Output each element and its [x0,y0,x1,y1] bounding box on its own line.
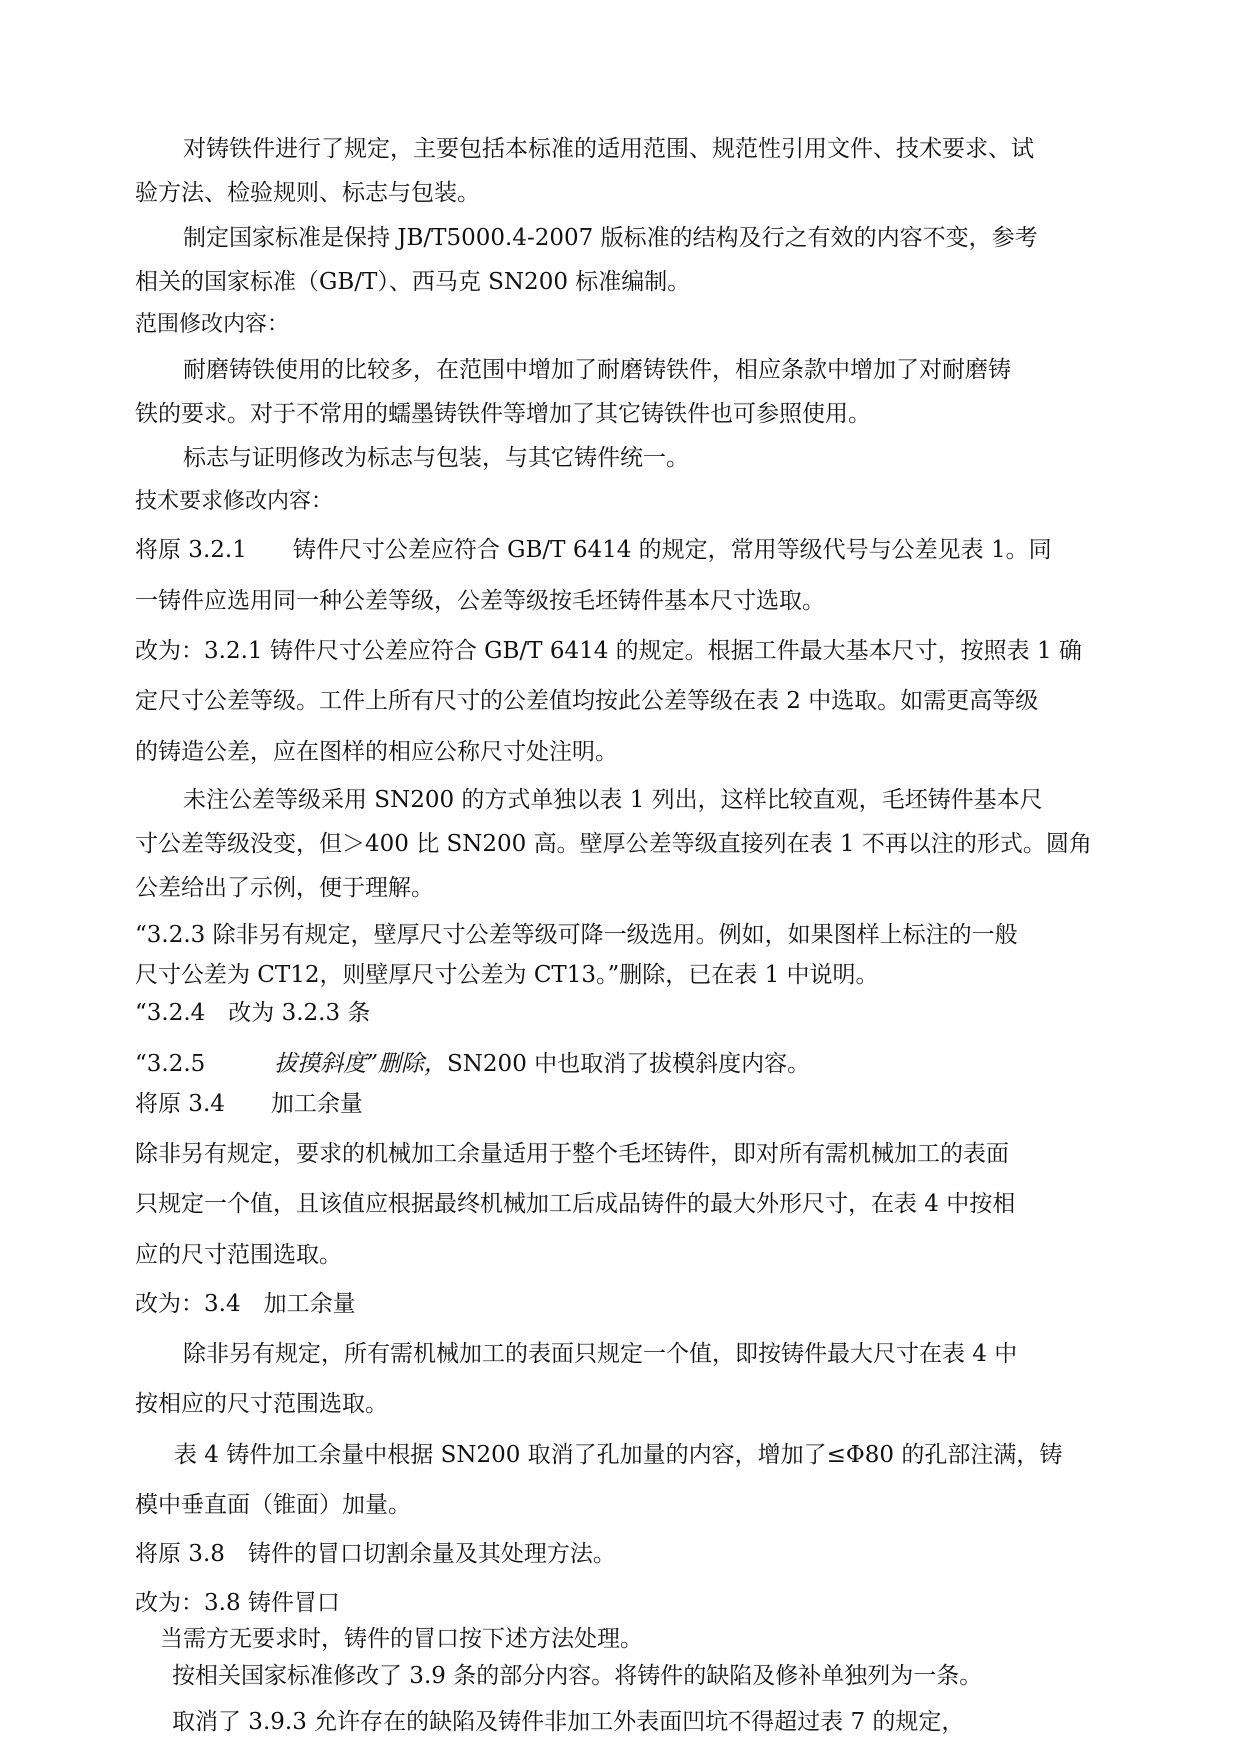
paragraph-intro-line-1: 对铸铁件进行了规定，主要包括本标准的适用范围、规范性引用文件、技术要求、试 [183,136,1034,162]
heading-technical-changes: 技术要求修改内容： [135,489,334,514]
paragraph-scope-line-2: 铁的要求。对于不常用的蠕墨铸铁件等增加了其它铸铁件也可参照使用。 [135,401,871,427]
paragraph-original-34-title: 将原 3.4 加工余量 [135,1091,363,1117]
paragraph-original-34-line-3: 应的尺寸范围选取。 [135,1242,342,1268]
paragraph-325-suffix: SN200 中也取消了拔模斜度内容。 [447,1051,811,1077]
paragraph-325 [135,1049,810,1079]
paragraph-393-removal: 取消了 3.9.3 允许存在的缺陷及铸件非加工外表面凹坑不得超过表 7 的规定， [172,1709,965,1735]
paragraph-323-line-1: “3.2.3 除非另有规定，壁厚尺寸公差等级可降一级选用。例如，如果图样上标注的一般 [135,922,1018,948]
paragraph-324: “3.2.4 改为 3.2.3 条 [135,1000,371,1026]
paragraph-revised-34-title: 改为：3.4 加工余量 [135,1291,356,1317]
paragraph-original-38: 将原 3.8 铸件的冒口切割余量及其处理方法。 [135,1541,616,1567]
paragraph-39-revision: 按相关国家标准修改了 3.9 条的部分内容。将铸件的缺陷及修补单独列为一条。 [172,1663,983,1689]
paragraph-standard-basis-line-2: 相关的国家标准（GB/T）、西马克 SN200 标准编制。 [135,269,691,295]
paragraph-revised-321-line-1: 改为：3.2.1 铸件尺寸公差应符合 GB/T 6414 的规定。根据工件最大基本尺寸，按照表 1 确 [135,638,1082,664]
paragraph-riser-handling: 当需方无要求时，铸件的冒口按下述方法处理。 [160,1626,643,1652]
paragraph-marking: 标志与证明修改为标志与包装，与其它铸件统一。 [183,445,689,471]
paragraph-revised-34-line-2: 按相应的尺寸范围选取。 [135,1391,388,1417]
paragraph-revised-38: 改为：3.8 铸件冒口 [135,1590,340,1616]
paragraph-revised-321-line-3: 的铸造公差，应在图样的相应公称尺寸处注明。 [135,739,618,765]
paragraph-standard-basis-line-1: 制定国家标准是保持 JB/T5000.4-2007 版标准的结构及行之有效的内容不变，参考 [183,225,1038,251]
paragraph-original-321-line-1: 将原 3.2.1 铸件尺寸公差应符合 GB/T 6414 的规定，常用等级代号与公差见表 1。同 [135,537,1052,563]
paragraph-original-34-line-2: 只规定一个值，且该值应根据最终机械加工后成品铸件的最大外形尺寸，在表 4 中按相 [135,1191,1016,1217]
paragraph-tolerance-note-line-2: 寸公差等级没变，但＞400 比 SN200 高。壁厚公差等级直接列在表 1 不再以注的形式。圆角 [135,831,1092,857]
paragraph-tolerance-note-line-1: 未注公差等级采用 SN200 的方式单独以表 1 列出，这样比较直观，毛坯铸件基本尺 [183,787,1043,813]
paragraph-323-line-2: 尺寸公差为 CT12，则壁厚尺寸公差为 CT13。”删除，已在表 1 中说明。 [135,962,879,988]
paragraph-original-34-line-1: 除非另有规定，要求的机械加工余量适用于整个毛坯铸件，即对所有需机械加工的表面 [135,1141,1009,1167]
paragraph-tolerance-note-line-3: 公差给出了示例，便于理解。 [135,875,434,901]
paragraph-revised-34-line-1: 除非另有规定，所有需机械加工的表面只规定一个值，即按铸件最大尺寸在表 4 中 [183,1341,1018,1367]
paragraph-revised-321-line-2: 定尺寸公差等级。工件上所有尺寸的公差值均按此公差等级在表 2 中选取。如需更高等级 [135,688,1039,714]
paragraph-325-prefix: “3.2.5 [135,1051,275,1077]
paragraph-original-321-line-2: 一铸件应选用同一种公差等级，公差等级按毛坯铸件基本尺寸选取。 [135,588,825,614]
paragraph-table4-line-2: 模中垂直面（锥面）加量。 [135,1492,411,1518]
paragraph-scope-line-1: 耐磨铸铁使用的比较多，在范围中增加了耐磨铸铁件，相应条款中增加了对耐磨铸 [183,357,1011,383]
paragraph-intro-line-2: 验方法、检验规则、标志与包装。 [135,180,480,206]
paragraph-325-italic: 拔摸斜度”删除， [274,1051,448,1077]
paragraph-table4-line-1: 表 4 铸件加工余量中根据 SN200 取消了孔加量的内容，增加了≤Φ80 的孔部注满，铸 [174,1442,1063,1468]
heading-scope-changes: 范围修改内容： [135,312,290,337]
